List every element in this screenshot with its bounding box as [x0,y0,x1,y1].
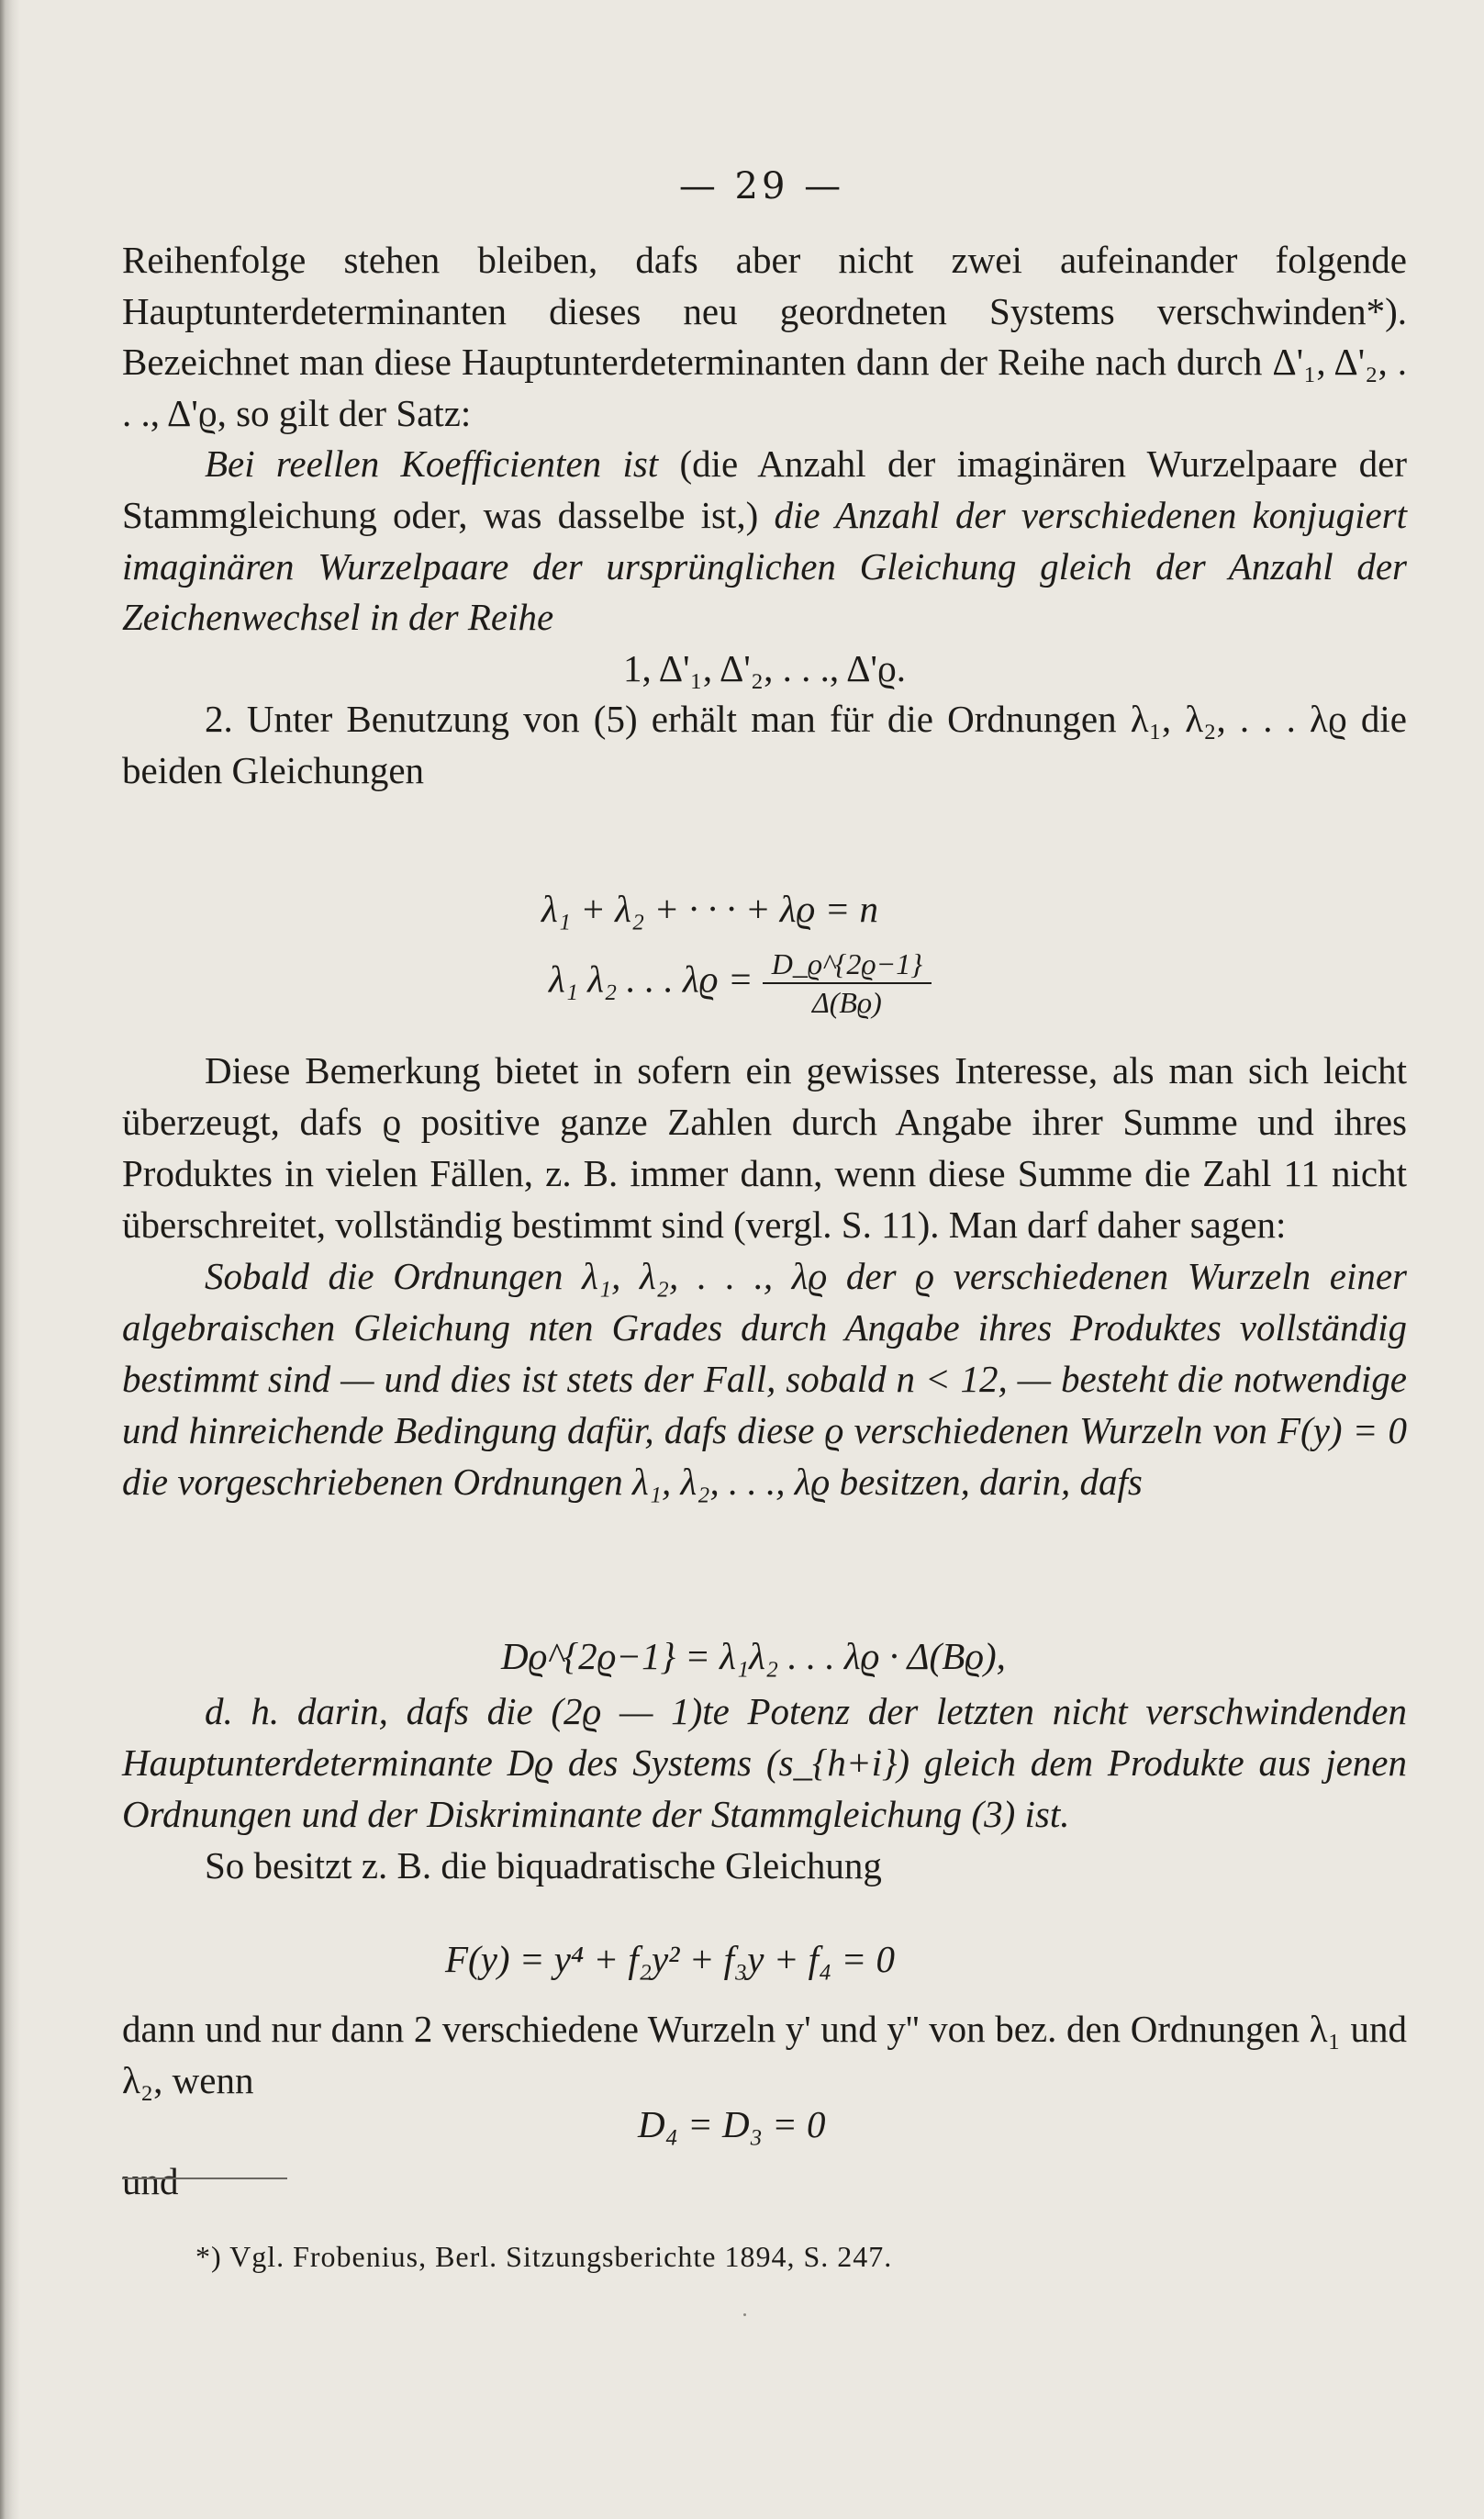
theorem-1 [122,439,1407,643]
text-block-4 [122,2003,1407,2106]
page-number: — 29 — [678,165,845,207]
footnote: *) Vgl. Frobenius, Berl. Sitzungsberichte 1894, S. 247. [195,2240,893,2273]
fraction-denominator: Δ(Bϱ) [811,986,882,1019]
equation-d: D₄ = D₃ = 0 [638,2103,826,2145]
theorem-1-parenthetical: (die Anzahl der imaginären Wurzelpaare der Stammgleichung oder, was dasselbe ist,) [122,442,1407,536]
text-block-2 [122,1045,1407,1507]
equation-sum: λ₁ + λ₂ + · · · + λϱ = n [541,888,878,930]
theorem-2-continuation: d. h. darin, dafs die (2ϱ — 1)te Potenz der letzten nicht verschwindenden Hauptunterdeterminante Dϱ des Systems (s_{h+i}) gleich dem Produkte aus jenen Ordnungen und der Diskriminante der Stammgleichung (3) ist. [122,1690,1407,1835]
equation-product [549,946,932,1021]
equation-product-left: λ₁ λ₂ . . . λϱ = [549,957,753,1001]
text-column [122,235,1407,797]
paper-speck [743,2313,746,2316]
equation-condition: Dϱ^{2ϱ−1} = λ₁λ₂ . . . λϱ · Δ(Bϱ), [501,1635,1006,1677]
paragraph-2: 2. Unter Benutzung von (5) erhält man für die Ordnungen λ₁, λ₂, . . . λϱ die beiden Gleichungen [122,698,1407,791]
equation-product-fraction [763,946,932,1021]
text-block-3 [122,1685,1407,1891]
paragraph-4: So besitzt z. B. die biquadratische Gleichung [205,1844,882,1886]
footnote-rule [122,2178,287,2179]
theorem-1-rest: die Anzahl der verschiedenen konjugiert imaginären Wurzelpaare der ursprünglichen Gleichung gleich der Anzahl der Zeichenwechsel in der Reihe [122,493,1408,639]
paragraph-3: Diese Bemerkung bietet in sofern ein gewisses Interesse, als man sich leicht überzeugt, dafs ϱ positive ganze Zahlen durch Angabe ihrer Summe und ihres Produktes in vielen Fällen, z. B. immer dann, wenn diese Summe die Zahl 11 nicht überschreitet, vollständig bestimmt sind (vergl. S. 11). Man darf daher sagen: [122,1049,1407,1246]
fraction-numerator: D_ϱ^{2ϱ−1} [763,946,932,984]
text-und: und [122,2160,179,2202]
paragraph-1: Reihenfolge stehen bleiben, dafs aber nicht zwei aufeinander folgende Hauptunterdeterminanten dieses neu geordneten Systems verschwinden*). Bezeichnet man diese Hauptunterdeterminanten dann der Reihe nach durch Δ'₁, Δ'₂, . . ., Δ'ϱ, so gilt der Satz: [122,239,1407,434]
page-spine-shadow [0,0,20,2519]
paragraph-5: dann und nur dann 2 verschiedene Wurzeln y' und y'' von bez. den Ordnungen λ₁ und λ₂, wenn [122,2008,1407,2101]
equation-biquadratic: F(y) = y⁴ + f₂y² + f₃y + f₄ = 0 [445,1938,895,1980]
delta-sequence: 1, Δ'₁, Δ'₂, . . ., Δ'ϱ. [623,646,906,689]
theorem-1-start: Bei reellen Koefficienten ist [205,442,659,486]
theorem-2: Sobald die Ordnungen λ₁, λ₂, . . ., λϱ der ϱ verschiedenen Wurzeln einer algebraischen Gleichung nten Grades durch Angabe ihres Produktes vollständig bestimmt sind — und dies ist stets der Fall, sobald n < 12, — besteht die notwendige und hinreichende Bedingung dafür, dafs diese ϱ verschiedenen Wurzeln von F(y) = 0 die vorgeschriebenen Ordnungen λ₁, λ₂, . . ., λϱ besitzen, darin, dafs [122,1255,1407,1503]
